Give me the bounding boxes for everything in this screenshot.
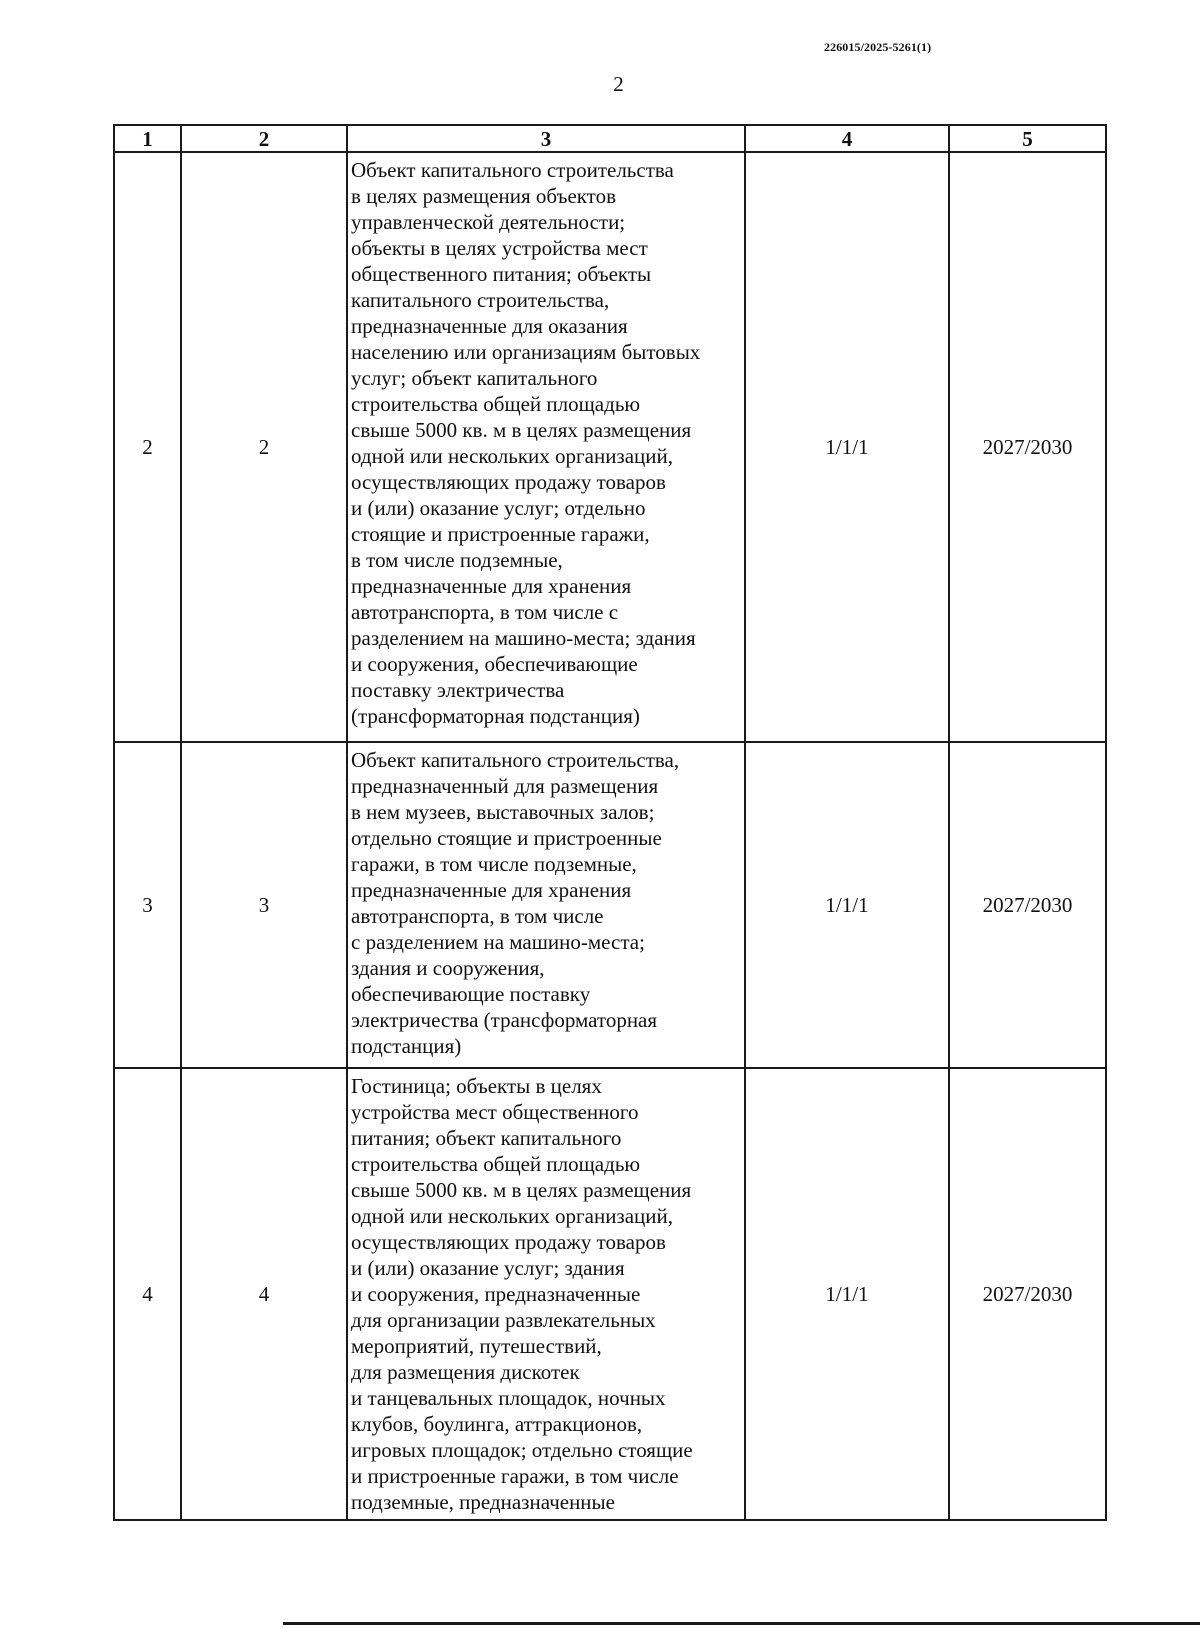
table-row [114, 152, 1106, 742]
row-number: 4 [114, 1068, 181, 1520]
row-number: 3 [114, 742, 181, 1068]
data-table [113, 124, 1107, 1521]
column-header-1: 1 [114, 125, 181, 152]
column-header-2: 2 [181, 125, 347, 152]
object-ratio: 1/1/1 [745, 152, 949, 742]
object-years: 2027/2030 [949, 742, 1106, 1068]
object-years: 2027/2030 [949, 1068, 1106, 1520]
object-years: 2027/2030 [949, 152, 1106, 742]
object-number: 3 [181, 742, 347, 1068]
table-header-row [114, 125, 1106, 152]
column-header-4: 4 [745, 125, 949, 152]
document-code: 226015/2025-5261(1) [824, 40, 932, 54]
object-description: Гостиница; объекты в целях устройства мест общественного питания; объект капитального строительства общей площадью свыше 5000 кв. м в целях размещения одной или нескольких организаций, осуществляющих продажу товаров и (или) оказание услуг; здания и сооружения, предназначенные для организации развлекательных мероприятий, путешествий, для размещения дискотек и танцевальных площадок, ночных клубов, боулинга, аттракционов, игровых площадок; отдельно стоящие и пристроенные гаражи, в том числе подземные, предназначенные [347, 1068, 745, 1520]
object-ratio: 1/1/1 [745, 1068, 949, 1520]
table-row [114, 1068, 1106, 1520]
object-number: 2 [181, 152, 347, 742]
column-header-5: 5 [949, 125, 1106, 152]
object-number: 4 [181, 1068, 347, 1520]
object-description: Объект капитального строительства, предназначенный для размещения в нем музеев, выставочных залов; отдельно стоящие и пристроенные гаражи, в том числе подземные, предназначенные для хранения автотранспорта, в том числе с разделением на машино-места; здания и сооружения, обеспечивающие поставку электричества (трансформаторная подстанция) [347, 742, 745, 1068]
page-number: 2 [613, 72, 624, 96]
page-bottom-rule [283, 1622, 1200, 1625]
column-header-3: 3 [347, 125, 745, 152]
table-row [114, 742, 1106, 1068]
object-description: Объект капитального строительства в целях размещения объектов управленческой деятельности; объекты в целях устройства мест общественного питания; объекты капитального строительства, предназначенные для оказания населению или организациям бытовых услуг; объект капитального строительства общей площадью свыше 5000 кв. м в целях размещения одной или нескольких организаций, осуществляющих продажу товаров и (или) оказание услуг; отдельно стоящие и пристроенные гаражи, в том числе подземные, предназначенные для хранения автотранспорта, в том числе с разделением на машино-места; здания и сооружения, обеспечивающие поставку электричества (трансформаторная подстанция) [347, 152, 745, 742]
object-ratio: 1/1/1 [745, 742, 949, 1068]
row-number: 2 [114, 152, 181, 742]
